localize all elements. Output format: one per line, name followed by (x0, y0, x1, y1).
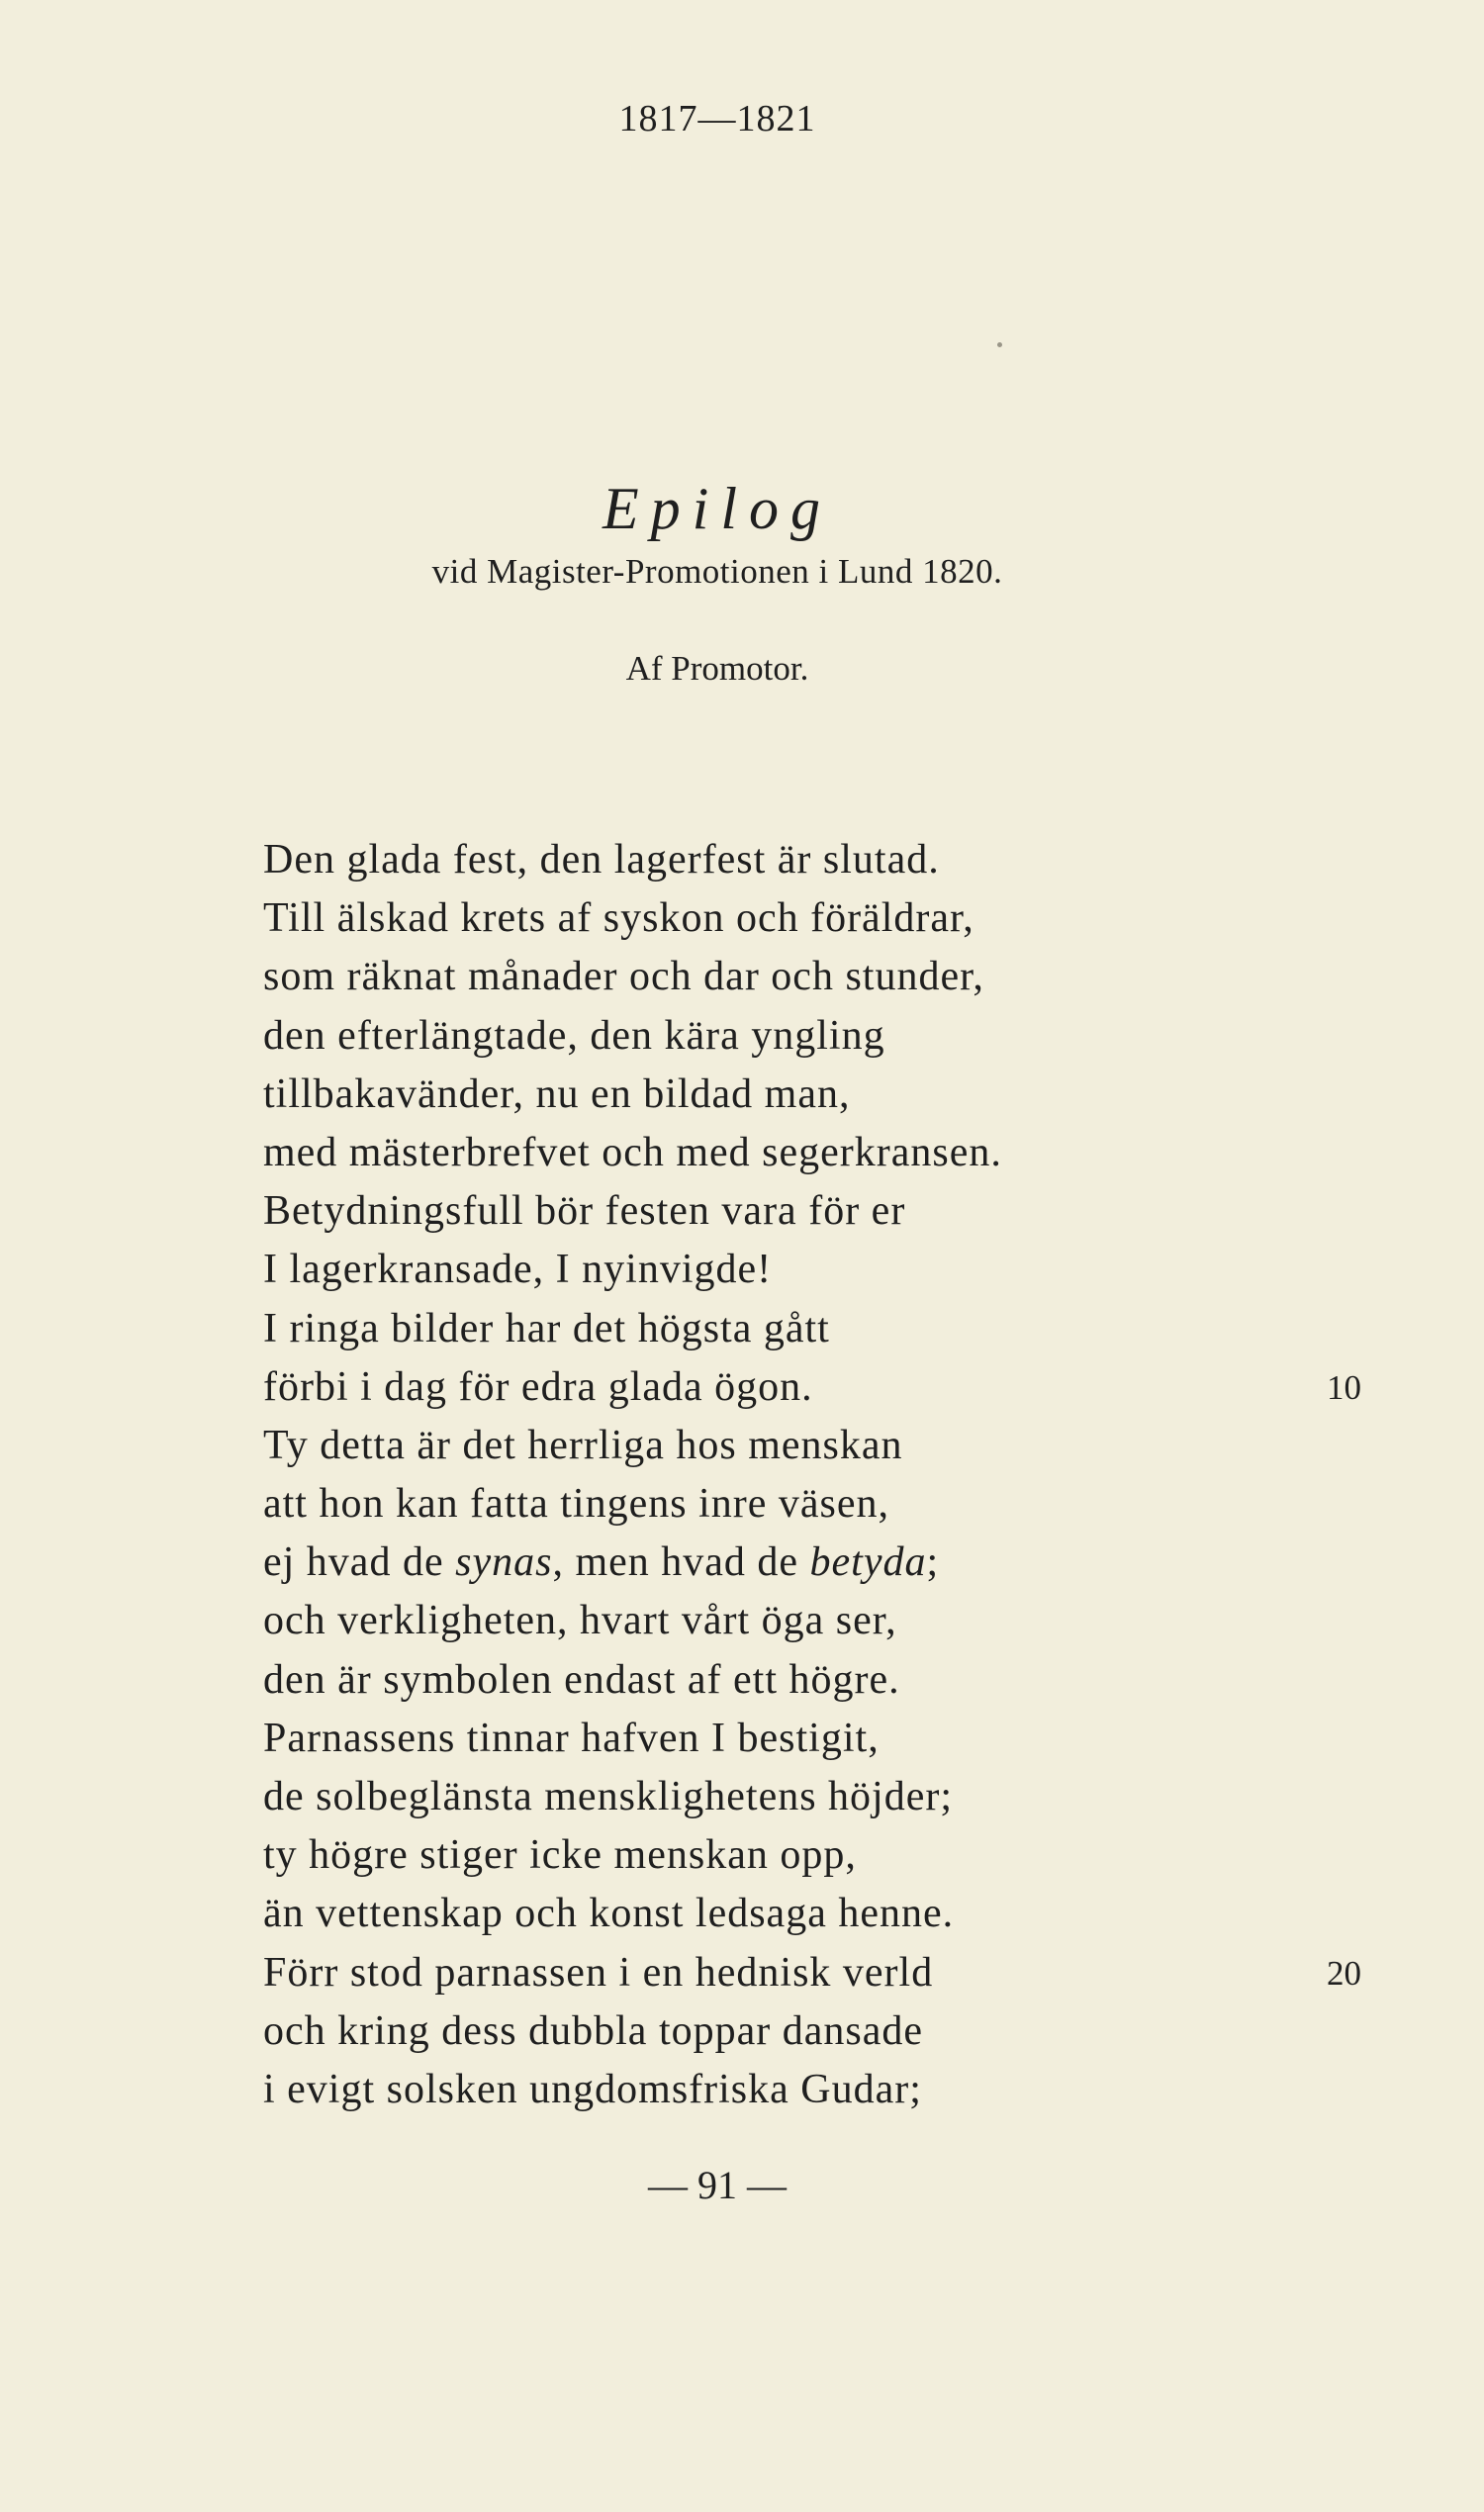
poem-subtitle: vid Magister-Promotionen i Lund 1820. (431, 552, 1003, 591)
poem-line: ty högre stiger icke menskan opp, (263, 1832, 857, 1879)
poem-line: ej hvad de synas, men hvad de betyda; (263, 1539, 940, 1586)
emphasis: betyda (809, 1539, 927, 1586)
line-number: 20 (1327, 1953, 1361, 1993)
poem-line: de solbeglänsta mensklighetens höjder; (263, 1774, 954, 1819)
poem-line: i evigt solsken ungdomsfriska Gudar; (263, 2066, 922, 2112)
poem-title: Epilog (603, 476, 832, 541)
page-number: — 91 — (648, 2163, 787, 2207)
poem-line: I lagerkransade, I nyinvigde! (263, 1247, 773, 1293)
poem-body (263, 831, 1361, 2119)
poem-line: och kring dess dubbla toppar dansade (263, 2007, 924, 2054)
poem-line: I ringa bilder har det högsta gått (263, 1305, 830, 1351)
poem-line: förbi i dag för edra glada ögon. 10 (263, 1358, 1351, 1417)
poem-line: den efterlängtade, den kära yngling (263, 1012, 885, 1059)
poem-line: som räknat månader och dar och stunder, (263, 954, 984, 1000)
poem-line: Ty detta är det herrliga hos menskan (263, 1422, 903, 1468)
poem-line: Den glada fest, den lagerfest är slutad. (263, 837, 940, 883)
poem-line: med mästerbrefvet och med segerkransen. (263, 1129, 1002, 1175)
poem-line: Parnassens tinnar hafven I bestigit, (263, 1715, 880, 1761)
poem-line: att hon kan fatta tingens inre väsen, (263, 1481, 889, 1528)
poem-line: den är symbolen endast af ett högre. (263, 1656, 900, 1703)
running-head: 1817—1821 (618, 98, 816, 140)
poem-line: Till älskad krets af syskon och föräldrar, (263, 895, 974, 942)
paper-speck (997, 342, 1002, 347)
poem-line: tillbakavänder, nu en bildad man, (263, 1070, 851, 1117)
emphasis: synas (455, 1539, 553, 1586)
poem-author: Af Promotor. (625, 649, 809, 688)
poem-line: Betydningsfull bör festen vara för er (263, 1188, 906, 1235)
line-number: 10 (1327, 1367, 1361, 1407)
poem-line: än vettenskap och konst ledsaga henne. (263, 1891, 955, 1937)
poem-line: och verkligheten, hvart vårt öga ser, (263, 1598, 897, 1644)
poem-line: Förr stod parnassen i en hednisk verld 20 (263, 1944, 1351, 2002)
